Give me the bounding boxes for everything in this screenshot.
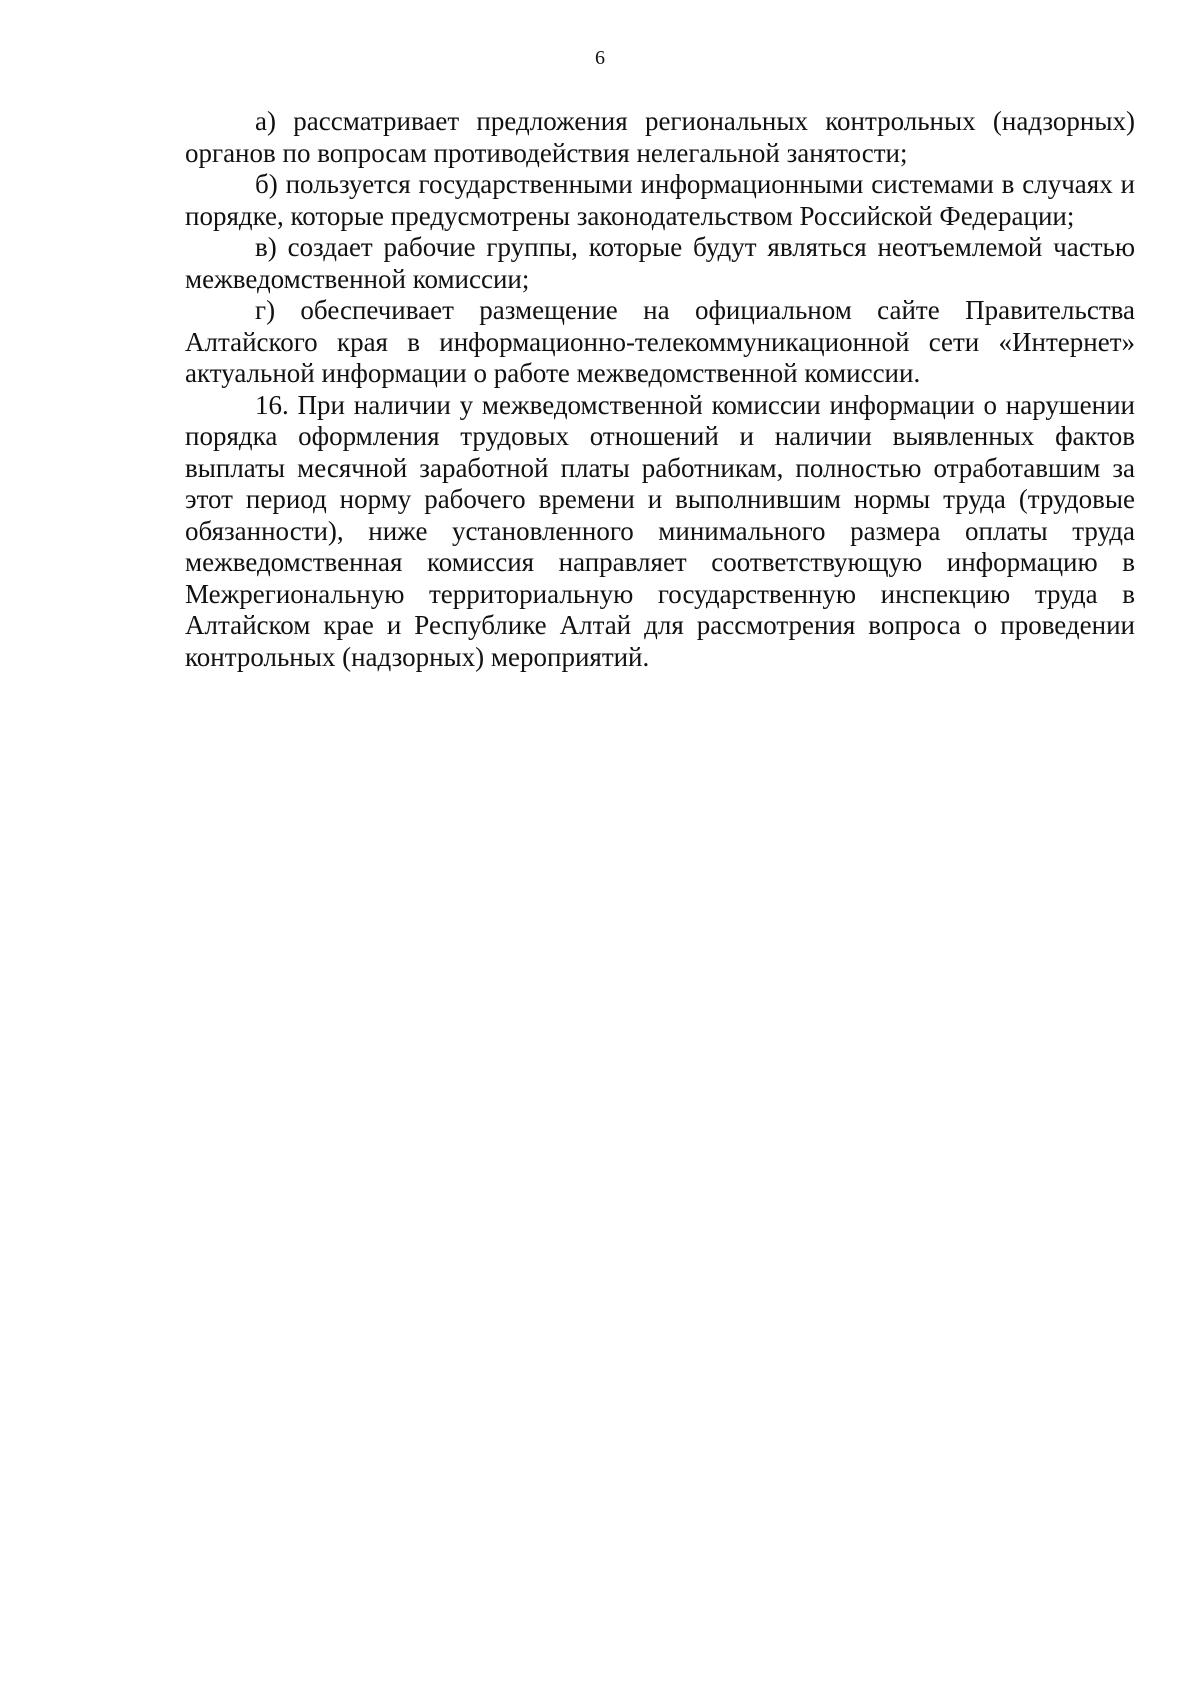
paragraph-b: б) пользуется государственными информационными системами в случаях и порядке, которые предусмотрены законодательством Российской Федерации;: [185, 169, 1135, 231]
paragraph-a: а) рассматривает предложения региональных контрольных (надзорных) органов по вопросам противодействия нелегальной занятости;: [185, 106, 1135, 168]
paragraph-g: г) обеспечивает размещение на официальном сайте Правительства Алтайского края в информационно-телекоммуникационной сети «Интернет» актуальной информации о работе межведомственной комиссии.: [185, 295, 1135, 388]
document-body: [185, 106, 1135, 673]
paragraph-16: 16. При наличии у межведомственной комиссии информации о нарушении порядка оформления трудовых отношений и наличии выявленных фактов выплаты месячной заработной платы работникам, полностью отработавшим за этот период норму рабочего времени и выполнившим нормы труда (трудовые обязанности), ниже установленного минимального размера оплаты труда межведомственная комиссия направляет соответствующую информацию в Межрегиональную территориальную государственную инспекцию труда в Алтайском крае и Республике Алтай для рассмотрения вопроса о проведении контрольных (надзорных) мероприятий.: [185, 389, 1135, 672]
page-number: 6: [595, 47, 605, 69]
paragraph-v: в) создает рабочие группы, которые будут являться неотъемлемой частью межведомственной комиссии;: [185, 232, 1135, 294]
